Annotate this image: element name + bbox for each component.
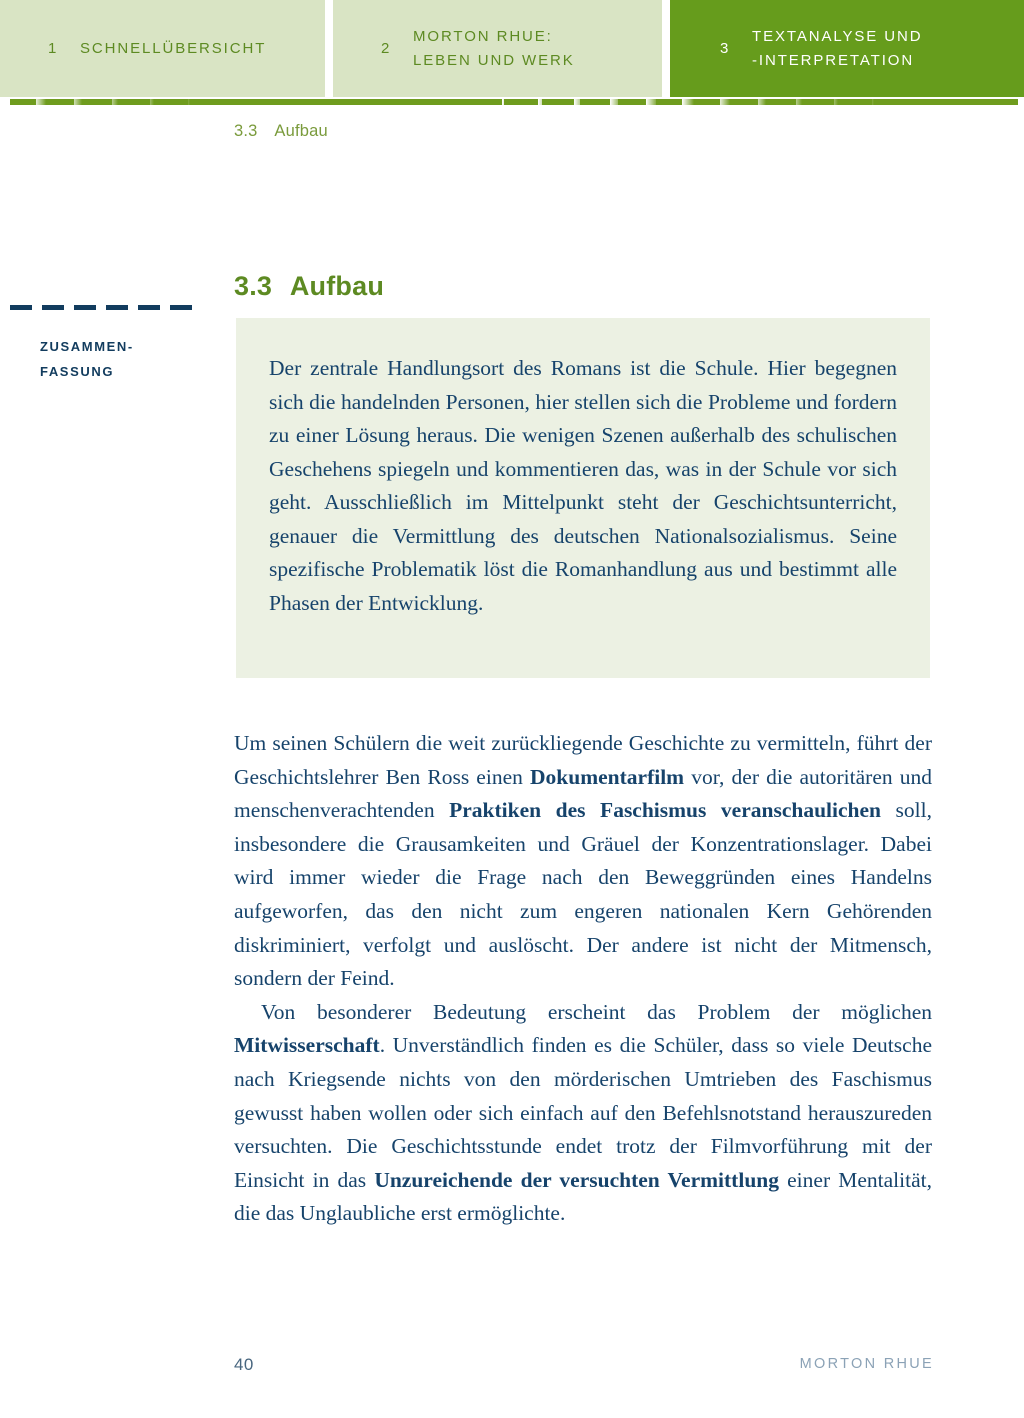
text-run: vor, der die autoritären und menschenverachtenden — [234, 764, 933, 823]
footer-book-title: MORTON RHUE — [799, 1356, 934, 1372]
margin-note-dashed-rule — [10, 305, 200, 310]
section-title: Aufbau — [289, 271, 385, 302]
tab-divider — [662, 0, 670, 97]
chapter-tab-bar — [0, 0, 1024, 97]
header-dashed-rule — [10, 99, 1018, 105]
paragraph-1 — [234, 727, 932, 996]
paragraph-2 — [234, 996, 932, 1231]
emphasis-mitwisserschaft: Mitwisserschaft — [234, 1033, 380, 1058]
summary-text: Der zentrale Handlungsort des Romans ist die Schule. Hier begegnen sich die handelnden Personen, hier stellen sich die Probleme und fordern zu einer Lösung heraus. Die wenigen Szenen außerhalb des schulischen Geschehens spiegeln und kommentieren das, was in der Schule vor sich geht. Ausschließlich im Mittelpunkt steht der Geschichtsunterricht, genauer die Vermittlung des deutschen Nationalsozialismus. Seine spezifische Problematik löst die Romanhandlung aus und bestimmt alle Phasen der Entwicklung. — [269, 356, 897, 615]
breadcrumb-number: 3.3 — [234, 122, 258, 140]
tab-schnelluebersicht[interactable] — [0, 0, 325, 97]
text-run: einer Mentalität, die das Unglaubliche erst ermöglichte. — [234, 1167, 932, 1226]
margin-note-label: ZUSAMMEN- FASSUNG — [40, 339, 134, 380]
text-run: . Unverständlich finden es die Schüler, dass so viele Deutsche nach Kriegsende nichts von den mörderischen Umtrieben des Faschismus gewusst haben wollen oder sich einfach auf den Befehlsnotstand herauszureden versuchten. Die Geschichtsstunde endet trotz der Filmvorführung mit der Einsicht in das — [234, 1033, 932, 1192]
summary-callout-box — [236, 318, 930, 678]
tab-number: 3 — [720, 40, 730, 57]
tab-morton-rhue-leben-und-werk[interactable] — [333, 0, 662, 97]
tab-textanalyse-und-interpretation[interactable] — [670, 0, 1024, 97]
emphasis-dokumentarfilm: Dokumentarfilm — [530, 764, 685, 789]
text-run: soll, insbesondere die Grausamkeiten und Gräuel der Konzentrationslager. Dabei wird immer wieder die Frage nach den Beweggründen eines Handelns aufgeworfen, das den nicht zum engeren nationalen Kern Gehörenden diskriminiert, verfolgt und auslöscht. Der andere ist nicht der Mitmensch, sondern der Feind. — [234, 798, 932, 991]
tab-label: TEXTANALYSE UND -INTERPRETATION — [752, 28, 923, 69]
text-run: Um seinen Schülern die weit zurückliegende Geschichte zu vermitteln, führt der Geschichtslehrer Ben Ross einen — [234, 731, 932, 789]
emphasis-praktiken-des-faschismus: Praktiken des Faschismus veranschaulichen — [449, 798, 881, 823]
tab-label: SCHNELLÜBERSICHT — [80, 39, 267, 57]
tab-label: MORTON RHUE: LEBEN UND WERK — [413, 28, 575, 69]
tab-divider — [325, 0, 333, 97]
tab-number: 2 — [381, 40, 391, 57]
page-title — [234, 271, 384, 302]
text-run: Von besonderer Bedeutung erscheint das Problem der möglichen — [261, 999, 932, 1024]
body-content — [234, 727, 932, 1231]
page-number: 40 — [234, 1355, 254, 1374]
tab-number: 1 — [48, 40, 58, 57]
breadcrumb — [234, 122, 328, 141]
section-number: 3.3 — [234, 271, 273, 302]
breadcrumb-label: Aufbau — [274, 122, 328, 140]
emphasis-unzureichende-vermittlung: Unzureichende der versuchten Vermittlung — [374, 1167, 779, 1192]
